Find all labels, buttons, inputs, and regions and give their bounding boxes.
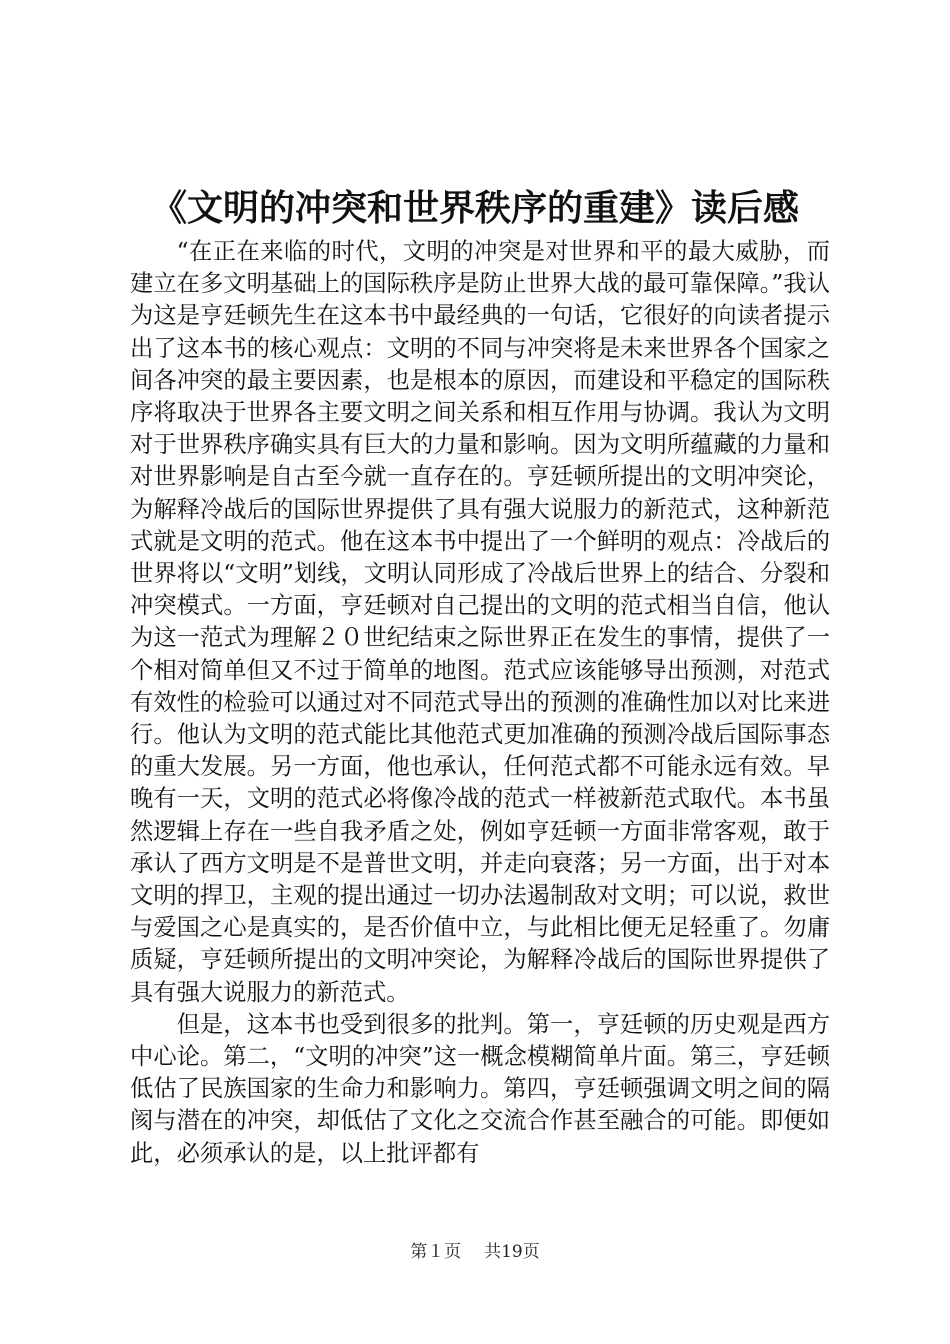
page-total: 共19页 <box>484 1242 540 1262</box>
page-footer <box>0 1240 950 1264</box>
page-number: 第１页 <box>410 1242 462 1262</box>
paragraph: 但是，这本书也受到很多的批判。第一，亨廷顿的历史观是西方中心论。第二，“文明的冲突”这一概念模糊简单片面。第三，亨廷顿低估了民族国家的生命力和影响力。第四，亨廷顿强调文明之间的隔阂与潜在的冲突，却低估了文化之交流合作甚至融合的可能。即便如此，必须承认的是，以上批评都有 <box>130 1010 830 1167</box>
document-title: 《文明的冲突和世界秩序的重建》读后感 <box>150 187 799 229</box>
paragraph: “在正在来临的时代，文明的冲突是对世界和平的最大威胁，而建立在多文明基础上的国际秩序是防止世界大战的最可靠保障。”我认为这是亨廷顿先生在这本书中最经典的一句话，它很好的向读者提示出了这本书的核心观点：文明的不同与冲突将是未来世界各个国家之间各冲突的最主要因素，也是根本的原因，而建设和平稳定的国际秩序将取决于世界各主要文明之间关系和相互作用与协调。我认为文明对于世界秩序确实具有巨大的力量和影响。因为文明所蕴藏的力量和对世界影响是自古至今就一直存在的。亨廷顿所提出的文明冲突论，为解释冷战后的国际世界提供了具有强大说服力的新范式，这种新范式就是文明的范式。他在这本书中提出了一个鲜明的观点：冷战后的世界将以“文明”划线，文明认同形成了冷战后世界上的结合、分裂和冲突模式。一方面，亨廷顿对自己提出的文明的范式相当自信，他认为这一范式为理解２０世纪结束之际世界正在发生的事情，提供了一个相对简单但又不过于简单的地图。范式应该能够导出预测，对范式有效性的检验可以通过对不同范式导出的预测的准确性加以对比来进行。他认为文明的范式能比其他范式更加准确的预测冷战后国际事态的重大发展。另一方面，他也承认，任何范式都不可能永远有效。早晚有一天，文明的范式必将像冷战的范式一样被新范式取代。本书虽然逻辑上存在一些自我矛盾之处，例如亨廷顿一方面非常客观，敢于承认了西方文明是不是普世文明，并走向衰落；另一方面，出于对本文明的捍卫，主观的提出通过一切办法遏制敌对文明；可以说，救世与爱国之心是真实的，是否价值中立，与此相比便无足轻重了。勿庸质疑，亨廷顿所提出的文明冲突论，为解释冷战后的国际世界提供了具有强大说服力的新范式。 <box>130 238 830 1006</box>
document-body <box>130 236 830 1170</box>
